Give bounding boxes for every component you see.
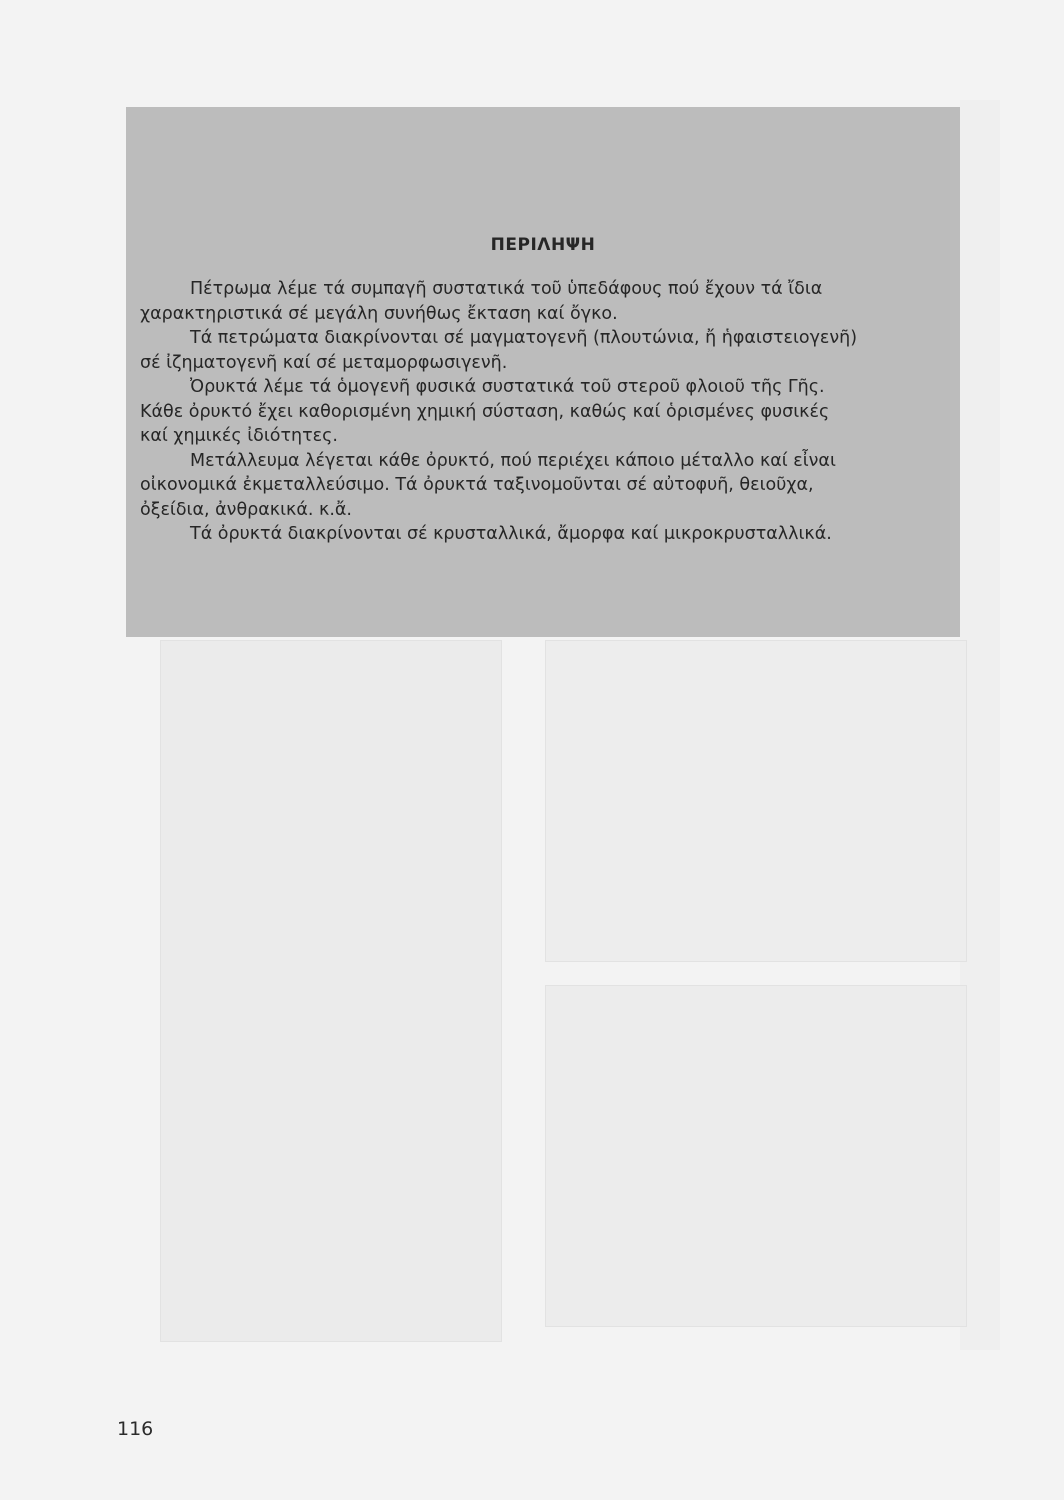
summary-line: Κάθε ὀρυκτό ἔχει καθορισμένη χημική σύσταση, καθώς καί ὁρισμένες φυσικές (140, 401, 830, 422)
summary-title: ΠΕΡΙΛΗΨΗ (490, 235, 596, 255)
summary-box (126, 107, 960, 637)
summary-line: οἰκονομικά ἐκμεταλλεύσιμο. Τά ὀρυκτά ταξινομοῦνται σέ αὐτοφυῆ, θειοῦχα, (140, 475, 814, 495)
summary-line: σέ ἰζηματογενῆ καί σέ μεταμορφωσιγενῆ. (140, 352, 508, 373)
summary-line: καί χημικές ἰδιότητες. (140, 426, 338, 446)
bleed-through-exercises (545, 985, 967, 1327)
summary-line: Τά πετρώματα διακρίνονται σέ μαγματογενῆ (πλουτώνια, ἤ ἡφαιστειογενῆ) (190, 328, 858, 348)
summary-line: Μετάλλευμα λέγεται κάθε ὀρυκτό, πού περιέχει κάποιο μέταλλο καί εἶναι (190, 450, 836, 471)
summary-body (140, 277, 950, 547)
page-number: 116 (117, 1418, 154, 1440)
summary-line: Ὀρυκτά λέμε τά ὁμογενῆ φυσικά συστατικά τοῦ στεροῦ φλοιοῦ τῆς Γῆς. (190, 377, 825, 397)
summary-line: χαρακτηριστικά σέ μεγάλη συνήθως ἔκταση καί ὄγκο. (140, 303, 618, 324)
bleed-through-illustration (160, 640, 502, 1342)
summary-line: ὀξείδια, ἀνθρακικά. κ.ἄ. (140, 499, 352, 520)
bleed-through-text (545, 640, 967, 962)
summary-line: Πέτρωμα λέμε τά συμπαγῆ συστατικά τοῦ ὑπεδάφους πού ἔχουν τά ἴδια (190, 279, 823, 299)
summary-line: Τά ὀρυκτά διακρίνονται σέ κρυσταλλικά, ἄμορφα καί μικροκρυσταλλικά. (190, 524, 832, 544)
